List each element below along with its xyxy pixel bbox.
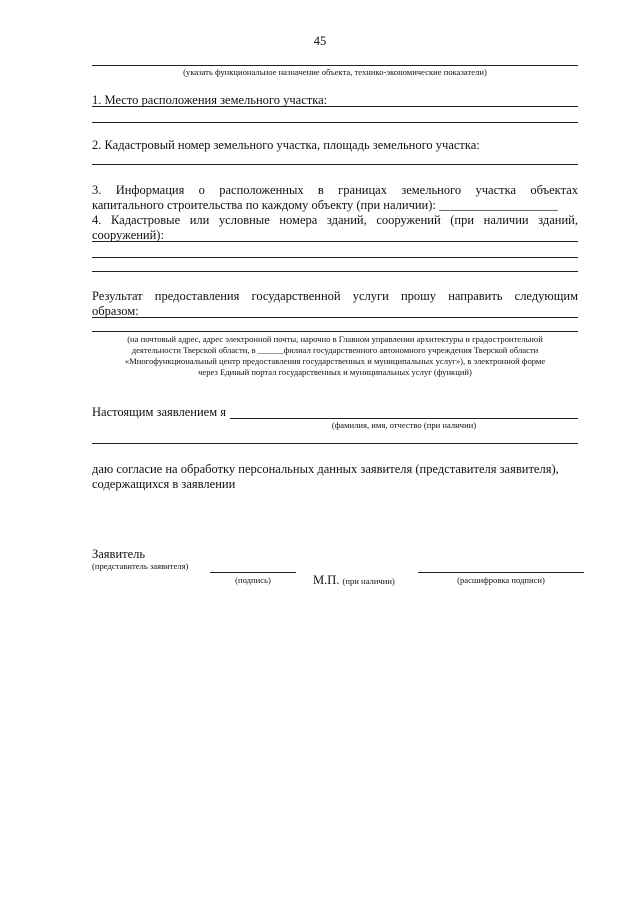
stamp-label	[313, 573, 395, 588]
building-numbers-field-line-3[interactable]	[92, 271, 578, 272]
location-field-line[interactable]	[92, 106, 578, 107]
stamp-note: (при наличии)	[342, 576, 395, 586]
location-field-line-2[interactable]	[92, 122, 578, 123]
location-label: 1. Место расположения земельного участка:	[92, 93, 328, 107]
signature-field-line[interactable]	[210, 572, 296, 573]
building-numbers-label-line2: сооружений):	[92, 228, 164, 242]
delivery-hint-line: через Единый портал государственных и муниципальных услуг (функций)	[198, 367, 472, 377]
building-numbers-label-line1: 4. Кадастровые или условные номера зданий, сооружений (при наличии зданий,	[92, 213, 578, 227]
consent-text-line1: даю согласие на обработку персональных данных заявителя (представителя заявителя),	[92, 462, 559, 476]
result-delivery-label-line2: образом:	[92, 304, 139, 318]
purpose-field-line[interactable]	[92, 65, 578, 66]
purpose-hint: (указать функциональное назначение объекта, технико-экономические показатели)	[183, 67, 487, 77]
consent-text-line2: содержащихся в заявлении	[92, 477, 236, 491]
signature-hint: (подпись)	[235, 575, 271, 585]
full-name-field-line-2[interactable]	[92, 443, 578, 444]
delivery-hint-line: деятельности Тверской области, в ______филиал государственного автономного учреждения Тверской области	[131, 345, 539, 355]
full-name-hint: (фамилия, имя, отчество (при наличии)	[331, 420, 477, 430]
building-numbers-field-line-2[interactable]	[92, 257, 578, 258]
objects-info-label-line2: капитального строительства по каждому объекту (при наличии): ___________________	[92, 198, 558, 212]
cadastral-number-field-line[interactable]	[92, 164, 578, 165]
delivery-hint	[92, 334, 578, 378]
applicant-representative-label: (представитель заявителя)	[92, 561, 189, 571]
statement-label: Настоящим заявлением я	[92, 405, 227, 419]
page-number: 45	[313, 34, 327, 48]
result-delivery-field-line-2[interactable]	[92, 331, 578, 332]
full-name-field-line[interactable]	[230, 418, 578, 419]
objects-info-label-line1: 3. Информация о расположенных в границах земельного участка объектах	[92, 183, 578, 197]
stamp-abbreviation: М.П.	[313, 573, 340, 587]
delivery-hint-line: (на почтовый адрес, адрес электронной почты, нарочно в Главном управлении архитектуры и градостроительной	[127, 334, 543, 344]
result-delivery-field-line[interactable]	[92, 317, 578, 318]
delivery-hint-line: «Многофункциональный центр предоставления государственных и муниципальных услуг»), в электронной форме	[124, 356, 546, 366]
building-numbers-field-line[interactable]	[92, 241, 578, 242]
signature-decoding-hint: (расшифровка подписи)	[457, 575, 545, 585]
signature-decoding-field-line[interactable]	[418, 572, 584, 573]
cadastral-number-label: 2. Кадастровый номер земельного участка, площадь земельного участка:	[92, 138, 480, 152]
result-delivery-label-line1: Результат предоставления государственной услуги прошу направить следующим	[92, 289, 578, 303]
applicant-label: Заявитель	[92, 547, 146, 561]
